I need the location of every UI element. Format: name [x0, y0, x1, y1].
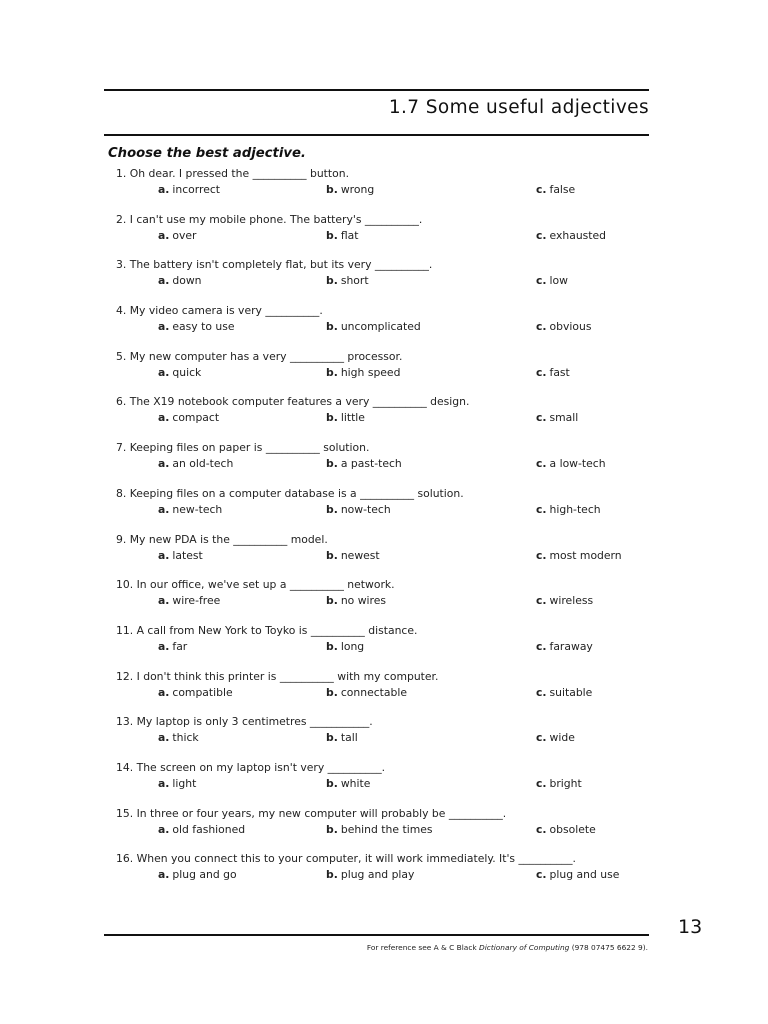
- option-b: [326, 229, 359, 242]
- question-stem: 13. My laptop is only 3 centimetres ___________.: [116, 715, 373, 729]
- option-letter: b.: [326, 594, 338, 608]
- option-b: [326, 594, 386, 607]
- option-a: [158, 183, 220, 196]
- option-text: wire-free: [172, 594, 221, 608]
- option-letter: c.: [536, 868, 547, 882]
- exercise-instruction: Choose the best adjective.: [108, 146, 306, 161]
- option-text: now-tech: [340, 502, 391, 516]
- option-letter: b.: [326, 685, 338, 699]
- option-text: thick: [172, 731, 199, 745]
- option-a: [158, 731, 199, 744]
- reference-suffix: (978 07475 6622 9).: [569, 943, 648, 952]
- question-item: [0, 167, 768, 213]
- option-letter: c.: [536, 365, 547, 379]
- option-a: [158, 549, 203, 562]
- question-item: [0, 761, 768, 807]
- option-letter: b.: [326, 502, 338, 516]
- option-letter: a.: [158, 822, 170, 836]
- option-text: obsolete: [549, 822, 596, 836]
- option-letter: a.: [158, 594, 170, 608]
- option-letter: c.: [536, 183, 547, 196]
- option-text: obvious: [549, 320, 592, 334]
- option-letter: a.: [158, 639, 170, 653]
- option-letter: a.: [158, 274, 170, 288]
- option-a: [158, 411, 219, 424]
- question-stem: 14. The screen on my laptop isn't very __________.: [116, 760, 386, 774]
- question-stem: 12. I don't think this printer is __________ with my computer.: [116, 669, 439, 683]
- option-c: [536, 183, 575, 196]
- option-c: [536, 229, 606, 242]
- option-text: high speed: [340, 365, 401, 379]
- option-letter: b.: [326, 822, 338, 836]
- question-item: [0, 487, 768, 533]
- option-letter: b.: [326, 411, 338, 425]
- option-text: short: [340, 274, 369, 288]
- option-text: new-tech: [172, 502, 223, 516]
- reference-title: Dictionary of Computing: [479, 943, 570, 952]
- option-b: [326, 411, 365, 424]
- option-c: [536, 274, 568, 287]
- option-text: plug and play: [340, 868, 415, 882]
- option-text: low: [549, 274, 568, 288]
- question-list: [0, 167, 768, 898]
- page-number: 13: [678, 916, 703, 938]
- question-stem: 10. In our office, we've set up a __________ network.: [116, 578, 395, 592]
- option-letter: c.: [536, 228, 547, 242]
- option-a: [158, 686, 233, 699]
- option-text: most modern: [549, 548, 622, 562]
- option-a: [158, 594, 220, 607]
- header-bottom-rule: [104, 134, 649, 136]
- question-item: [0, 258, 768, 304]
- option-text: high-tech: [549, 502, 601, 516]
- option-letter: a.: [158, 502, 170, 516]
- option-text: a low-tech: [549, 457, 606, 471]
- option-letter: a.: [158, 731, 170, 745]
- option-text: suitable: [549, 685, 593, 699]
- option-text: no wires: [340, 594, 387, 608]
- option-b: [326, 457, 402, 470]
- option-letter: c.: [536, 502, 547, 516]
- section-title: 1.7 Some useful adjectives: [388, 97, 649, 118]
- option-letter: c.: [536, 548, 547, 562]
- option-text: old fashioned: [172, 822, 246, 836]
- option-a: [158, 320, 234, 333]
- option-letter: b.: [326, 776, 338, 790]
- option-b: [326, 274, 369, 287]
- option-c: [536, 320, 591, 333]
- option-c: [536, 686, 592, 699]
- option-b: [326, 549, 380, 562]
- option-text: an old-tech: [172, 457, 234, 471]
- option-c: [536, 640, 593, 653]
- header-top-rule: [104, 89, 649, 91]
- option-text: exhausted: [549, 228, 607, 242]
- option-letter: c.: [536, 822, 547, 836]
- question-stem: 15. In three or four years, my new computer will probably be __________.: [116, 806, 507, 820]
- option-letter: a.: [158, 457, 170, 471]
- option-letter: b.: [326, 731, 338, 745]
- option-c: [536, 777, 582, 790]
- option-c: [536, 731, 575, 744]
- option-letter: a.: [158, 685, 170, 699]
- option-text: bright: [549, 776, 582, 790]
- option-letter: c.: [536, 685, 547, 699]
- option-letter: a.: [158, 411, 170, 425]
- option-letter: a.: [158, 320, 170, 334]
- option-text: over: [172, 228, 197, 242]
- option-text: latest: [172, 548, 203, 562]
- option-b: [326, 731, 358, 744]
- option-c: [536, 823, 596, 836]
- option-letter: c.: [536, 731, 547, 745]
- question-stem: 16. When you connect this to your computer, it will work immediately. It's __________.: [116, 852, 576, 866]
- question-item: [0, 578, 768, 624]
- option-text: uncomplicated: [340, 320, 421, 334]
- question-item: [0, 304, 768, 350]
- question-item: [0, 807, 768, 853]
- question-item: [0, 533, 768, 579]
- footer-reference: [367, 943, 648, 952]
- option-b: [326, 183, 374, 196]
- option-text: flat: [340, 228, 359, 242]
- option-b: [326, 366, 400, 379]
- option-a: [158, 868, 237, 881]
- question-stem: 2. I can't use my mobile phone. The battery's __________.: [116, 212, 423, 226]
- reference-prefix: For reference see A & C Black: [366, 943, 480, 952]
- option-letter: c.: [536, 320, 547, 334]
- option-letter: b.: [326, 365, 338, 379]
- question-stem: 7. Keeping files on paper is __________ solution.: [116, 441, 370, 455]
- question-stem: 4. My video camera is very __________.: [116, 304, 323, 318]
- question-stem: 11. A call from New York to Toyko is __________ distance.: [116, 623, 418, 637]
- option-letter: a.: [158, 868, 170, 882]
- option-a: [158, 777, 196, 790]
- option-text: wrong: [340, 183, 375, 196]
- option-letter: b.: [326, 868, 338, 882]
- option-text: down: [172, 274, 202, 288]
- question-item: [0, 852, 768, 898]
- option-b: [326, 868, 414, 881]
- option-b: [326, 320, 421, 333]
- option-text: far: [172, 639, 188, 653]
- option-a: [158, 366, 201, 379]
- option-letter: a.: [158, 228, 170, 242]
- option-letter: b.: [326, 183, 338, 196]
- question-item: [0, 441, 768, 487]
- question-stem: 8. Keeping files on a computer database is a __________ solution.: [116, 486, 464, 500]
- option-a: [158, 274, 202, 287]
- option-letter: a.: [158, 548, 170, 562]
- option-letter: b.: [326, 548, 338, 562]
- option-text: tall: [340, 731, 358, 745]
- option-b: [326, 503, 391, 516]
- option-text: compatible: [172, 685, 233, 699]
- question-stem: 3. The battery isn't completely flat, but its very __________.: [116, 258, 433, 272]
- option-text: fast: [549, 365, 570, 379]
- option-text: plug and use: [549, 868, 620, 882]
- option-letter: a.: [158, 365, 170, 379]
- option-text: long: [340, 639, 365, 653]
- question-item: [0, 350, 768, 396]
- option-b: [326, 686, 407, 699]
- option-b: [326, 823, 432, 836]
- option-text: incorrect: [172, 183, 221, 196]
- option-text: white: [340, 776, 371, 790]
- option-letter: c.: [536, 776, 547, 790]
- option-letter: a.: [158, 776, 170, 790]
- option-letter: c.: [536, 594, 547, 608]
- option-letter: a.: [158, 183, 170, 196]
- option-letter: c.: [536, 274, 547, 288]
- option-letter: b.: [326, 274, 338, 288]
- question-stem: 6. The X19 notebook computer features a very __________ design.: [116, 395, 470, 409]
- option-b: [326, 777, 370, 790]
- option-letter: b.: [326, 457, 338, 471]
- option-letter: b.: [326, 639, 338, 653]
- question-item: [0, 715, 768, 761]
- option-c: [536, 366, 570, 379]
- option-letter: b.: [326, 228, 338, 242]
- option-letter: b.: [326, 320, 338, 334]
- option-a: [158, 640, 187, 653]
- option-a: [158, 823, 245, 836]
- option-c: [536, 868, 619, 881]
- option-c: [536, 503, 601, 516]
- option-a: [158, 229, 196, 242]
- option-c: [536, 594, 593, 607]
- question-item: [0, 395, 768, 441]
- option-text: connectable: [340, 685, 407, 699]
- option-a: [158, 457, 233, 470]
- option-text: quick: [172, 365, 202, 379]
- question-item: [0, 670, 768, 716]
- option-letter: c.: [536, 639, 547, 653]
- option-b: [326, 640, 364, 653]
- option-letter: c.: [536, 411, 547, 425]
- option-text: small: [549, 411, 579, 425]
- question-stem: 9. My new PDA is the __________ model.: [116, 532, 328, 546]
- question-stem: 1. Oh dear. I pressed the __________ button.: [116, 167, 350, 180]
- option-text: wide: [549, 731, 575, 745]
- option-text: light: [172, 776, 197, 790]
- footer-rule: [104, 934, 649, 936]
- option-c: [536, 549, 622, 562]
- option-c: [536, 457, 606, 470]
- option-text: plug and go: [172, 868, 237, 882]
- option-text: wireless: [549, 594, 594, 608]
- option-text: a past-tech: [340, 457, 402, 471]
- option-letter: c.: [536, 457, 547, 471]
- option-text: false: [549, 183, 576, 196]
- option-text: little: [340, 411, 365, 425]
- option-text: easy to use: [172, 320, 235, 334]
- question-item: [0, 624, 768, 670]
- option-a: [158, 503, 222, 516]
- option-c: [536, 411, 578, 424]
- question-item: [0, 213, 768, 259]
- option-text: newest: [340, 548, 380, 562]
- question-stem: 5. My new computer has a very __________ processor.: [116, 349, 403, 363]
- option-text: compact: [172, 411, 220, 425]
- option-text: behind the times: [340, 822, 433, 836]
- option-text: faraway: [549, 639, 593, 653]
